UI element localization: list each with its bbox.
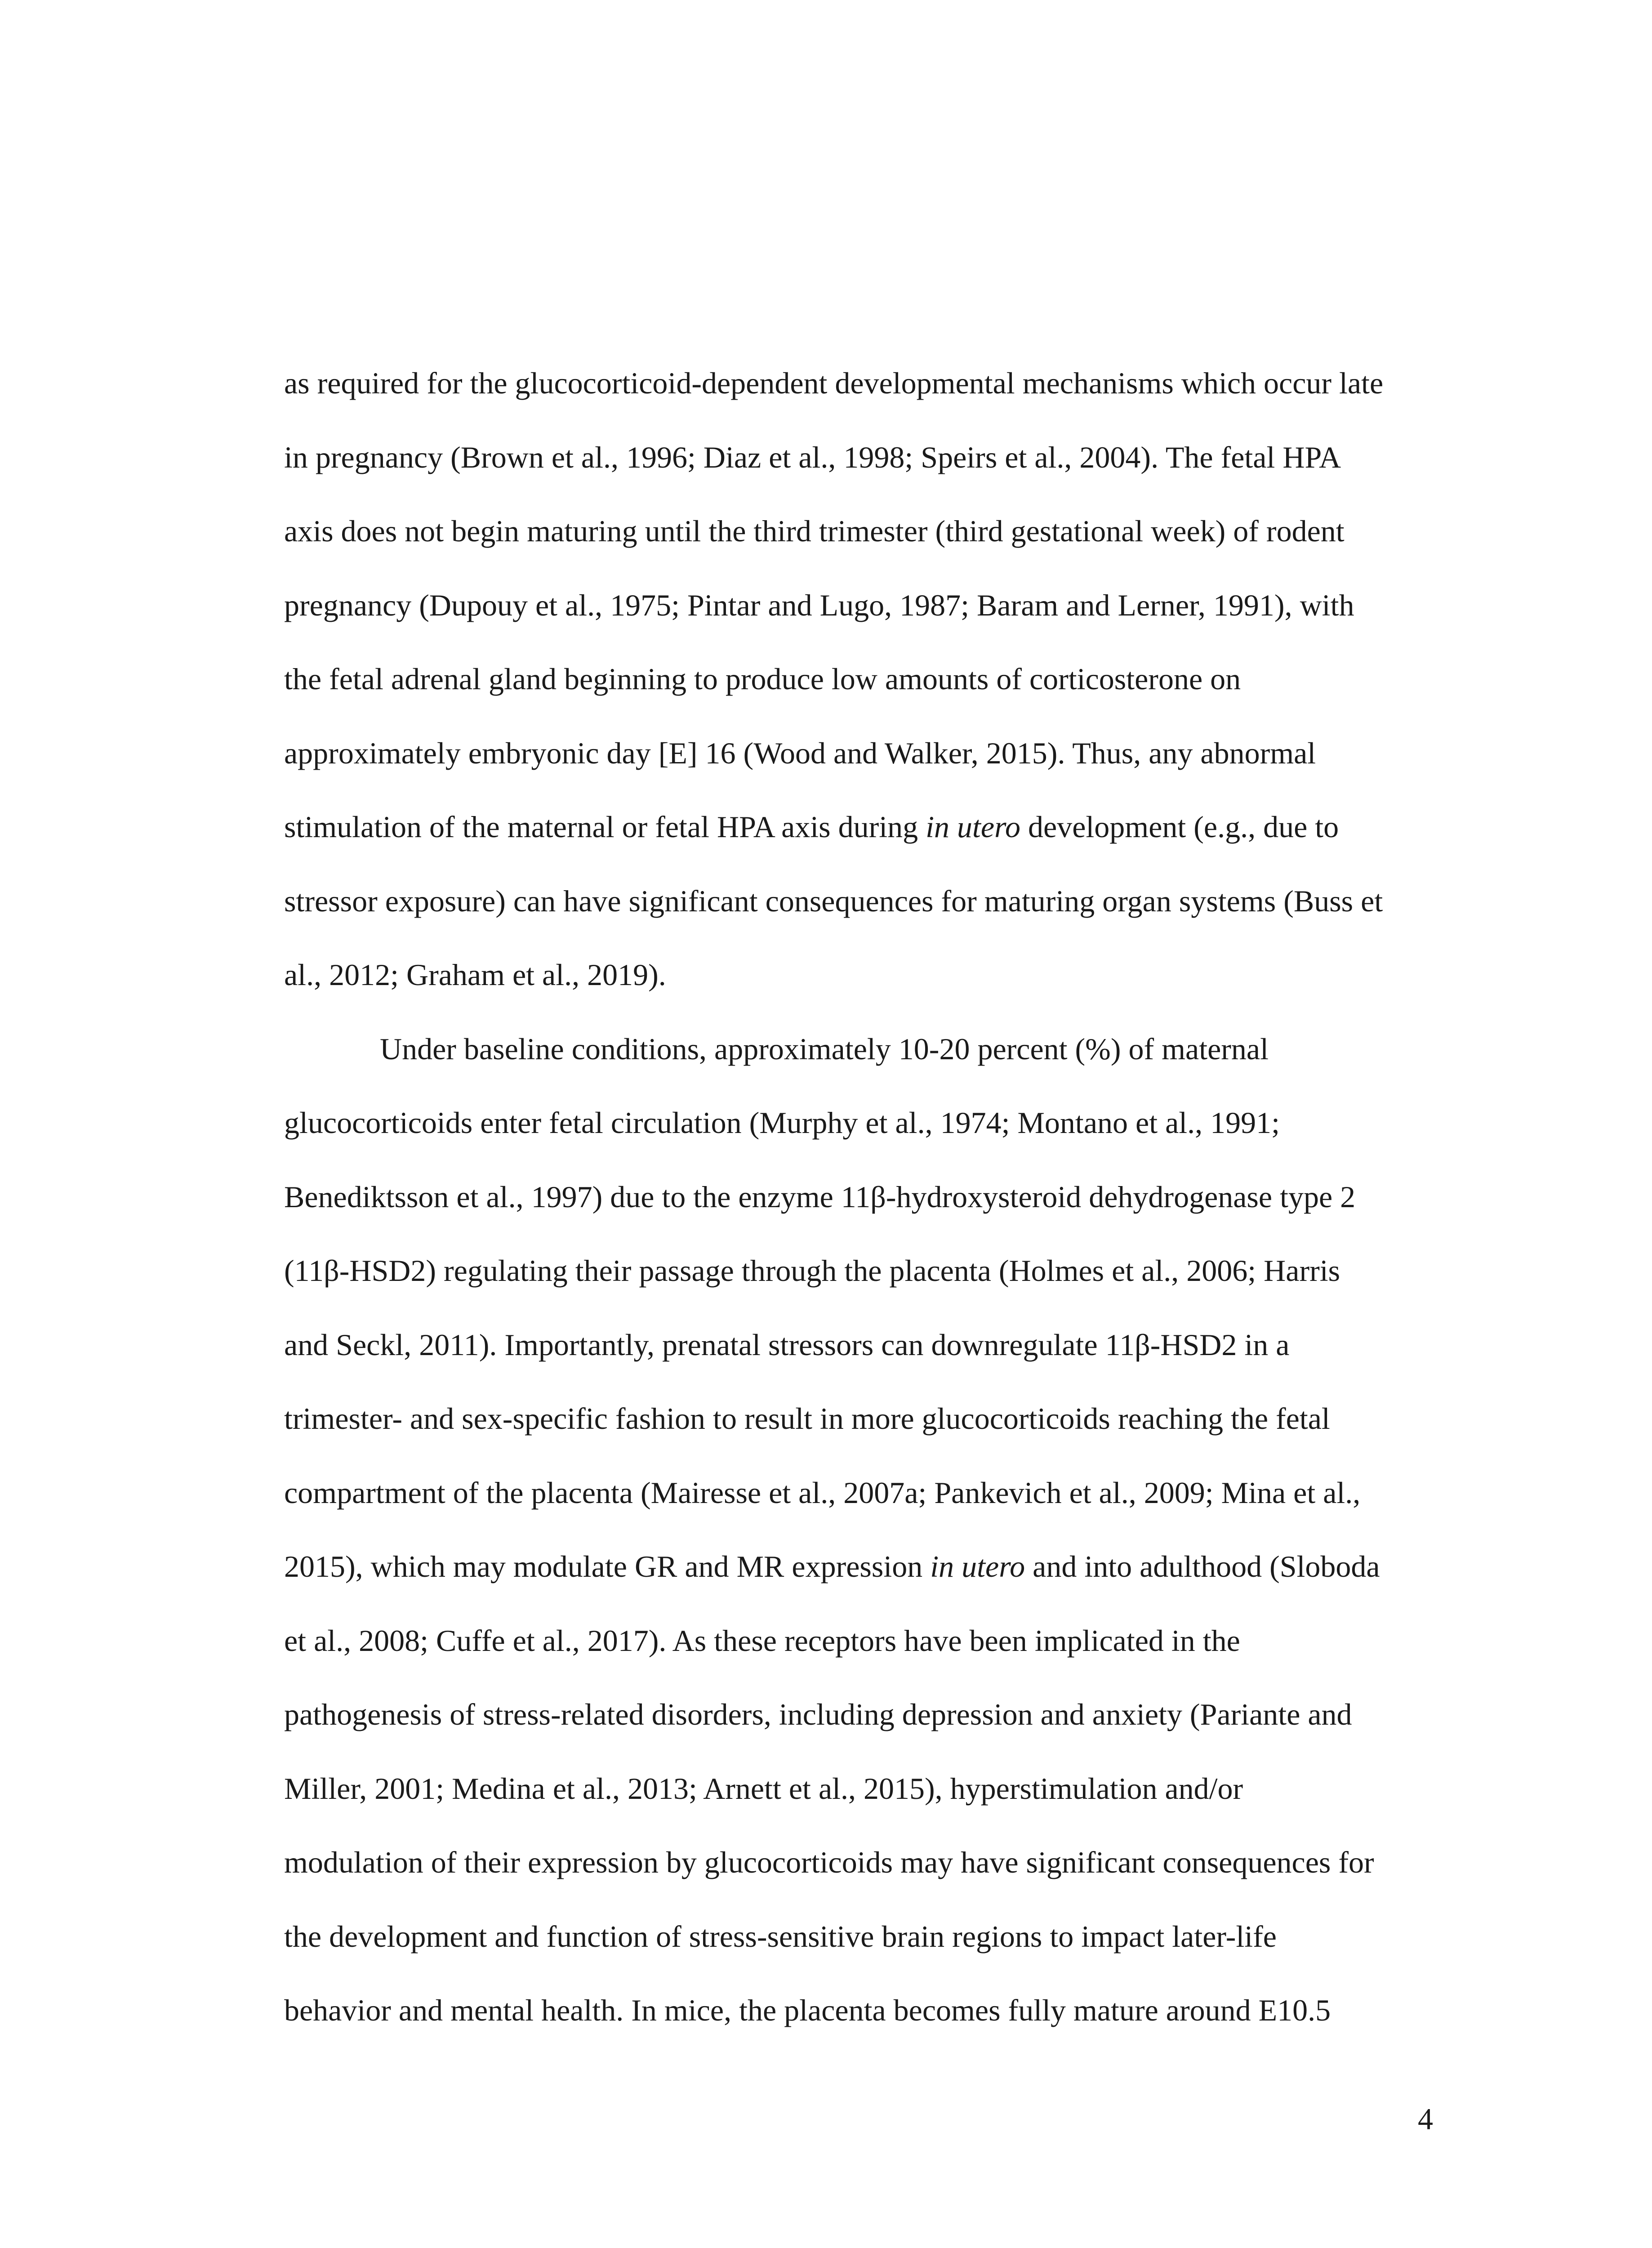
text-line (284, 1825, 1433, 1900)
body-text (284, 346, 1433, 2047)
text-segment: and Seckl, 2011). Importantly, prenatal stressors can downregulate 11β-HSD2 in a (284, 1327, 1290, 1362)
text-line (284, 1530, 1433, 1604)
text-line (284, 790, 1433, 864)
text-line (284, 1900, 1433, 1974)
text-segment: approximately embryonic day [E] 16 (Wood and Walker, 2015). Thus, any abnormal (284, 736, 1316, 770)
text-segment: the development and function of stress-sensitive brain regions to impact later-life (284, 1919, 1277, 1954)
text-segment: as required for the glucocorticoid-dependent developmental mechanisms which occur late (284, 366, 1384, 400)
text-segment: axis does not begin maturing until the third trimester (third gestational week) of rodent (284, 514, 1345, 548)
text-line (284, 1382, 1433, 1456)
text-line (284, 346, 1433, 420)
text-segment: trimester- and sex-specific fashion to result in more glucocorticoids reaching the fetal (284, 1401, 1330, 1436)
text-line (284, 1160, 1433, 1234)
text-segment: Benediktsson et al., 1997) due to the enzyme 11β-hydroxysteroid dehydrogenase type 2 (284, 1179, 1356, 1214)
text-line (284, 716, 1433, 790)
page-number: 4 (1418, 2102, 1433, 2136)
text-line (284, 1012, 1433, 1086)
text-line (284, 1234, 1433, 1308)
text-line (284, 642, 1433, 716)
text-line (284, 1677, 1433, 1752)
text-line (284, 1086, 1433, 1160)
text-line (284, 938, 1433, 1012)
text-line (284, 1752, 1433, 1826)
italic-text: in utero (926, 810, 1021, 844)
text-line (284, 864, 1433, 938)
text-segment: et al., 2008; Cuffe et al., 2017). As these receptors have been implicated in the (284, 1623, 1240, 1658)
text-segment: Miller, 2001; Medina et al., 2013; Arnett et al., 2015), hyperstimulation and/or (284, 1771, 1243, 1806)
text-segment: modulation of their expression by glucocorticoids may have significant consequences for (284, 1845, 1374, 1879)
text-segment: in pregnancy (Brown et al., 1996; Diaz et al., 1998; Speirs et al., 2004). The fetal HPA (284, 440, 1341, 474)
text-line (284, 1973, 1433, 2047)
text-segment: al., 2012; Graham et al., 2019). (284, 958, 666, 992)
text-segment: behavior and mental health. In mice, the placenta becomes fully mature around E10.5 (284, 1993, 1331, 2027)
text-segment: compartment of the placenta (Mairesse et al., 2007a; Pankevich et al., 2009; Mina et al., (284, 1475, 1361, 1510)
text-segment: stimulation of the maternal or fetal HPA axis during (284, 810, 926, 844)
text-line (284, 1308, 1433, 1382)
text-segment: pathogenesis of stress-related disorders, including depression and anxiety (Pariante and (284, 1697, 1352, 1731)
text-segment: (11β-HSD2) regulating their passage through the placenta (Holmes et al., 2006; Harris (284, 1253, 1340, 1288)
text-line (284, 1456, 1433, 1530)
text-line (284, 420, 1433, 495)
text-line (284, 1604, 1433, 1678)
text-segment: Under baseline conditions, approximately 10-20 percent (%) of maternal (380, 1031, 1269, 1066)
text-segment: glucocorticoids enter fetal circulation (Murphy et al., 1974; Montano et al., 1991; (284, 1106, 1280, 1140)
text-line (284, 568, 1433, 642)
italic-text: in utero (930, 1549, 1025, 1583)
text-segment: stressor exposure) can have significant consequences for maturing organ systems (Buss et (284, 883, 1383, 918)
text-segment: the fetal adrenal gland beginning to produce low amounts of corticosterone on (284, 662, 1241, 696)
text-segment: pregnancy (Dupouy et al., 1975; Pintar and Lugo, 1987; Baram and Lerner, 1991), with (284, 588, 1354, 622)
text-segment: 2015), which may modulate GR and MR expression (284, 1549, 931, 1583)
text-line (284, 494, 1433, 568)
text-segment: development (e.g., due to (1020, 810, 1339, 844)
text-segment: and into adulthood (Sloboda (1025, 1549, 1380, 1583)
